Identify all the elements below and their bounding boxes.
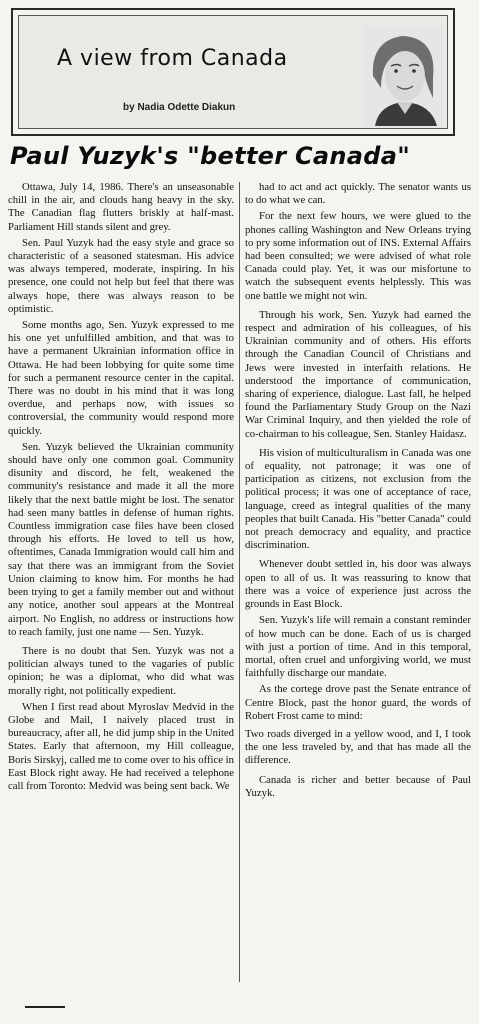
author-portrait <box>363 26 443 126</box>
paragraph: Sen. Yuzyk's life will remain a constant reminder of how much can be done. Each of us is charged with just a portion of time. And in this temporal, mortal, often cruel and unforgiving world, we must faithfully discharge our mandate. <box>245 614 471 680</box>
paragraph: His vision of multiculturalism in Canada was one of equality, not patronage; it was one of participation as citizens, not exclusion from the political process; it was one of acceptance of race, language, creed as integral qualities of the many peoples that built Canada. His "better Canada" could not preach democracy and equality, and practice discrimination. <box>245 446 471 552</box>
footer-rule <box>25 1006 65 1008</box>
article-headline: Paul Yuzyk's "better Canada" <box>10 142 411 170</box>
column-banner <box>11 8 455 136</box>
paragraph: Whenever doubt settled in, his door was always open to all of us. It was reassuring to know that there was a voice of experience just across the grounds in East Block. <box>245 558 471 611</box>
paragraph: Sen. Yuzyk believed the Ukrainian community should have only one common goal. Community disunity and discord, he felt, weakened the community's resistance and made it all the more likely that the next battle might be lost. The senator had seen many battles in defense of human rights. Countless immigration case files have been closed through his efforts. He loved to tell us how, oftentimes, Canada Immigration would call him and say that there was an immigrant from the Soviet Union claiming to know him. For months he had been trying to get a family member out and without any notice, another soul appears at the Montreal airport. No English, no address or instructions how to reach family, just one name — Sen. Yuzyk. <box>8 440 234 638</box>
byline: by Nadia Odette Diakun <box>123 102 236 113</box>
poem-quote: Two roads diverged in a yellow wood, and I, I took the one less traveled by, and that has made all the difference. <box>245 727 471 767</box>
article-column-left <box>8 181 234 989</box>
banner-title: A view from Canada <box>57 46 288 71</box>
paragraph: As the cortege drove past the Senate entrance of Centre Block, past the honor guard, the words of Robert Frost came to mind: <box>245 683 471 722</box>
paragraph: had to act and act quickly. The senator wants us to do what we can. <box>245 181 471 207</box>
paragraph: Ottawa, July 14, 1986. There's an unseasonable chill in the air, and clouds hang heavy in the sky. The Canadian flag flutters briskly at half-mast. Parliament Hill stands silent and grey. <box>8 181 234 233</box>
paragraph: Canada is richer and better because of Paul Yuzyk. <box>245 773 471 799</box>
paragraph: Sen. Paul Yuzyk had the easy style and grace so characteristic of a seasoned statesman. His advice was always tempered, moderate, inspiring. In his presence, one could not help but feel that there was always hope, there was always reason to be optimistic. <box>8 236 234 315</box>
column-divider <box>239 182 240 982</box>
paragraph: There is no doubt that Sen. Yuzyk was not a politician always tuned to the vagaries of public opinion; he was a diplomat, who did what was morally right, not politically expedient. <box>8 644 234 697</box>
paragraph: For the next few hours, we were glued to the phones calling Washington and New Orleans trying to pry some information out of INS. External Affairs had been consulted; we were advised of what role Canada could play. Yet, it was our misfortune to watch the subsequent events helplessly. This was one battle we might not win. <box>245 210 471 302</box>
paragraph: When I first read about Myroslav Medvid in the Globe and Mail, I naively placed trust in bureaucracy, after all, he did jump ship in the United States. Early that afternoon, my Hill colleague, Boris Sirskyj, called me to come over to his office in East Block right away. He had received a telephone call from Toronto: Medvid was being sent back. We <box>8 700 234 792</box>
paragraph: Through his work, Sen. Yuzyk had earned the respect and admiration of his colleagues, of his Ukrainian community and of others. His efforts through the Canadian Council of Christians and Jews were invested in interfaith relations. He understood the importance of communication, sharing of experience, dialogue. Last fall, he helped found the Parliamentary Study Group on the Nazi War Criminal Inquiry, and then yielded the role of co-chairman to his colleague, Sen. Stanley Haidasz. <box>245 308 471 440</box>
paragraph: Some months ago, Sen. Yuzyk expressed to me his one yet unfulfilled ambition, and that was to have a permanent Ukrainian information office in Ottawa. He had been lobbying for quite some time for such a permanent resource center in the capital. There was no doubt in his mind that it was long overdue, and perhaps now, with issues so controversial, the community would respond more quickly. <box>8 319 234 437</box>
article-column-right <box>245 181 471 989</box>
